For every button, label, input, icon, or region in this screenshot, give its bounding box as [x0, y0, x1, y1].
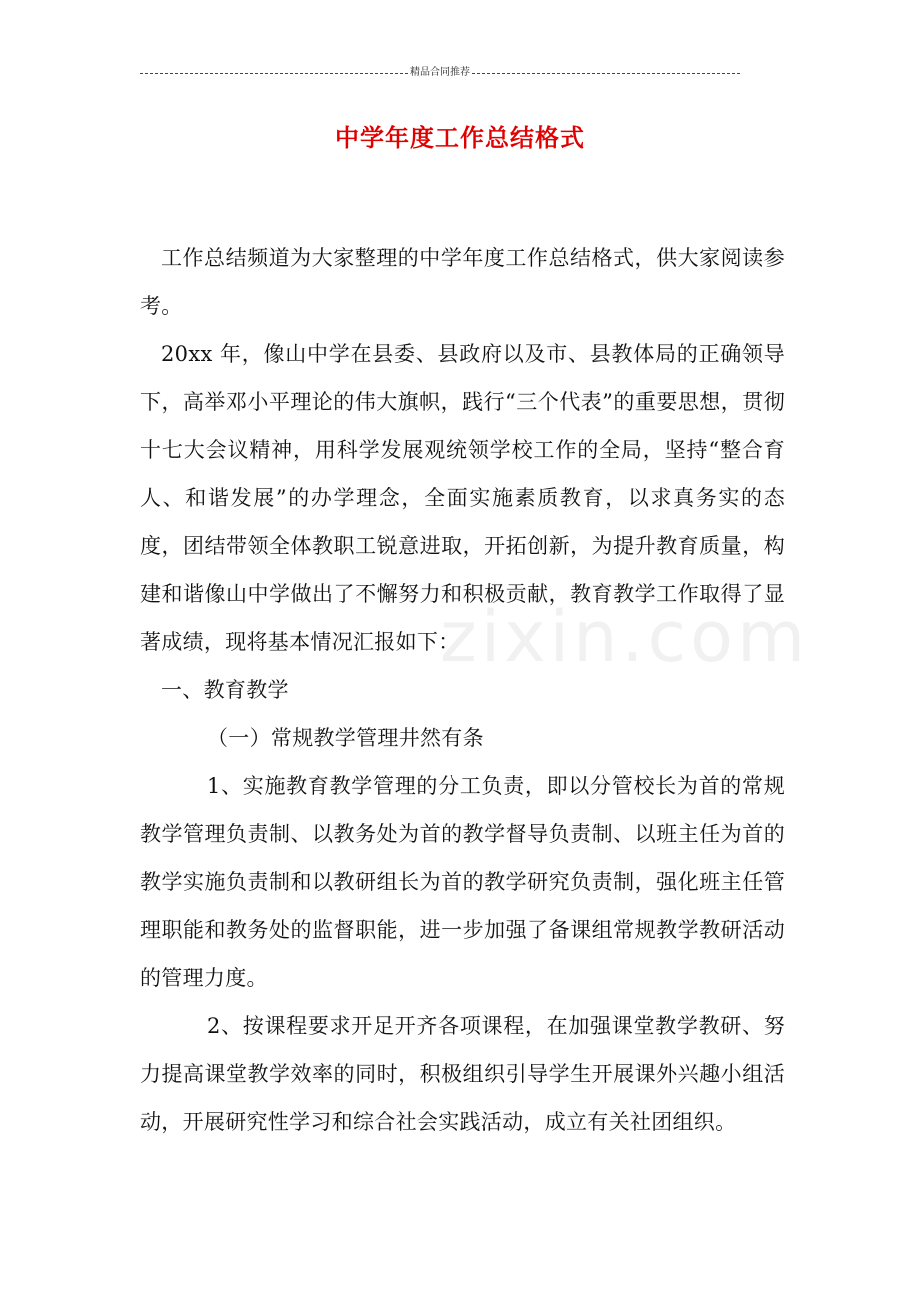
subsection-heading: （一）常规教学管理井然有条 — [207, 726, 484, 750]
document-title: 中学年度工作总结格式 — [335, 123, 585, 152]
header-right-dash — [472, 73, 740, 74]
watermark-text: zixin.com — [440, 596, 810, 678]
page-header — [140, 66, 740, 80]
overview-paragraph: 20xx 年，像山中学在县委、县政府以及市、县教体局的正确领导下，高举邓小平理论的伟大旗帜，践行“三个代表”的重要思想，贯彻十七大会议精神，用科学发展观统领学校工作的全局，坚持“整合育人、和谐发展”的办学理念，全面实施素质教育，以求真务实的态度，团结带领全体教职工锐意进取，开拓创新，为提升教育质量，构建和谐像山中学做出了不懈努力和积极贡献，教育教学工作取得了显著成绩，现将基本情况汇报如下： — [140, 342, 785, 654]
document-body — [140, 234, 785, 1146]
header-label: 精品合同推荐 — [410, 67, 470, 78]
section-heading: 一、教育教学 — [161, 678, 289, 702]
header-left-dash — [140, 73, 408, 74]
item-two-paragraph: 2、按课程要求开足开齐各项课程，在加强课堂教学教研、努力提高课堂教学效率的同时，积极组织引导学生开展课外兴趣小组活动，开展研究性学习和综合社会实践活动，成立有关社团组织。 — [140, 1014, 785, 1134]
item-one-paragraph: 1、实施教育教学管理的分工负责，即以分管校长为首的常规教学管理负责制、以教务处为首的教学督导负责制、以班主任为首的教学实施负责制和以教研组长为首的教学研究负责制，强化班主任管理职能和教务处的监督职能，进一步加强了备课组常规教学教研活动的管理力度。 — [140, 774, 785, 990]
intro-paragraph: 工作总结频道为大家整理的中学年度工作总结格式，供大家阅读参考。 — [140, 246, 785, 318]
